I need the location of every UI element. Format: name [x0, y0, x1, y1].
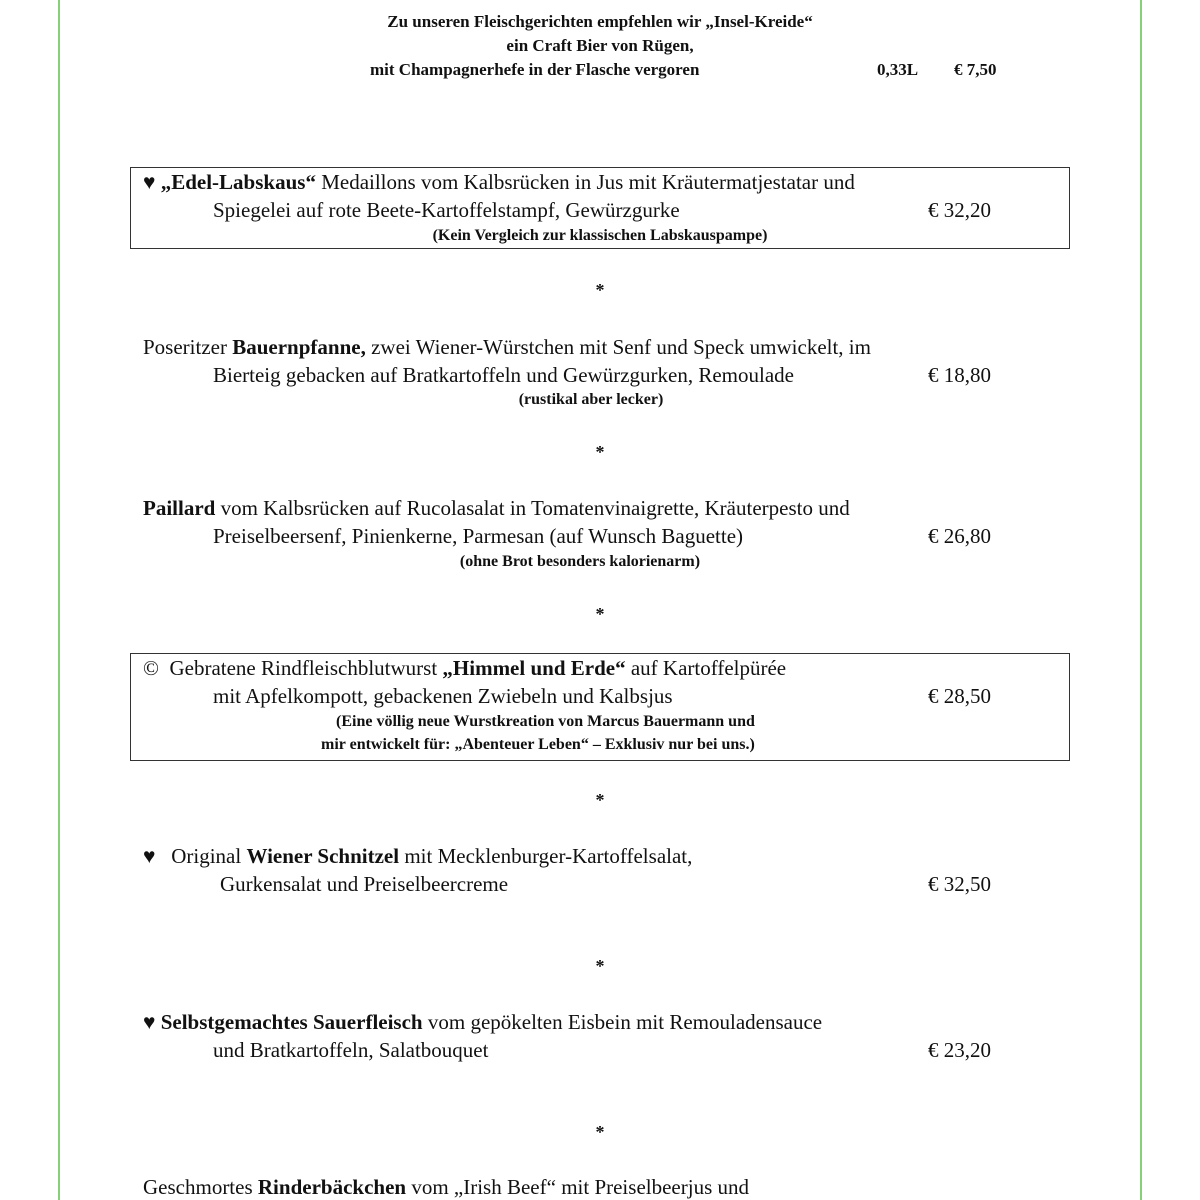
dish-rinderbaeckchen-pre: Geschmortes	[143, 1175, 258, 1199]
intro-line-3: mit Champagnerhefe in der Flasche vergoren	[370, 60, 700, 79]
dish-paillard-line-2: Preiselbeersenf, Pinienkerne, Parmesan (auf Wunsch Baguette)	[213, 524, 744, 548]
dish-paillard-desc: vom Kalbsrücken auf Rucolasalat in Tomatenvinaigrette, Kräuterpesto und	[215, 496, 850, 520]
separator-4: *	[595, 790, 605, 810]
heart-icon: ♥	[143, 170, 156, 194]
dish-labskaus-note: (Kein Vergleich zur klassischen Labskauspampe)	[432, 227, 768, 244]
separator-6: *	[595, 1122, 605, 1142]
separator-3: *	[595, 604, 605, 624]
dish-himmel-desc: auf Kartoffelpürée	[625, 656, 787, 680]
dish-himmel-note-2: mir entwickelt für: „Abenteuer Leben“ – Exklusiv nur bei uns.)	[321, 736, 755, 753]
dish-sauerfleisch-name: Selbstgemachtes Sauerfleisch	[160, 1010, 423, 1034]
dish-schnitzel-pre: Original	[171, 844, 247, 868]
dish-bauernpfanne-line-1	[143, 335, 871, 360]
intro-line-1: Zu unseren Fleischgerichten empfehlen wir „Insel-Kreide“	[387, 12, 813, 31]
dish-labskaus-desc: Medaillons vom Kalbsrücken in Jus mit Kräutermatjestatar und	[315, 170, 855, 194]
dish-rinderbaeckchen-desc: vom „Irish Beef“ mit Preiselbeerjus und	[406, 1175, 749, 1199]
dish-rinderbaeckchen-line-1	[143, 1175, 749, 1200]
dish-sauerfleisch-desc: vom gepökelten Eisbein mit Remouladensauce	[422, 1010, 823, 1034]
dish-labskaus-line-1	[143, 170, 855, 195]
dish-schnitzel-line-1	[143, 844, 692, 869]
dish-himmel-line-1	[143, 656, 786, 681]
dish-bauernpfanne-note: (rustikal aber lecker)	[518, 391, 664, 408]
dish-paillard-line-1	[143, 496, 850, 521]
dish-himmel-pre: Gebratene Rindfleischblutwurst	[169, 656, 443, 680]
dish-bauernpfanne-desc: zwei Wiener-Würstchen mit Senf und Speck umwickelt, im	[365, 335, 871, 359]
dish-himmel-note-1: (Eine völlig neue Wurstkreation von Marcus Bauermann und	[336, 713, 755, 730]
dish-labskaus-line-2: Spiegelei auf rote Beete-Kartoffelstampf, Gewürzgurke	[213, 198, 680, 222]
dish-paillard-name: Paillard	[143, 496, 216, 520]
dish-schnitzel-name: Wiener Schnitzel	[246, 844, 400, 868]
dish-bauernpfanne-line-2: Bierteig gebacken auf Bratkartoffeln und Gewürzgurken, Remoulade	[213, 363, 794, 387]
dish-labskaus-name: „Edel-Labskaus“	[160, 170, 316, 194]
dish-sauerfleisch-price: € 23,20	[928, 1038, 991, 1062]
separator-2: *	[595, 442, 605, 462]
dish-himmel-name: „Himmel und Erde“	[442, 656, 626, 680]
dish-paillard-note: (ohne Brot besonders kalorienarm)	[459, 553, 701, 570]
dish-bauernpfanne-name: Bauernpfanne,	[232, 335, 366, 359]
dish-schnitzel-line-2: Gurkensalat und Preiselbeercreme	[220, 872, 509, 896]
dish-paillard-price: € 26,80	[928, 524, 991, 548]
beer-volume: 0,33L	[877, 60, 919, 79]
dish-schnitzel-desc: mit Mecklenburger-Kartoffelsalat,	[399, 844, 693, 868]
dish-himmel-line-2: mit Apfelkompott, gebackenen Zwiebeln und Kalbsjus	[213, 684, 673, 708]
dish-schnitzel-price: € 32,50	[928, 872, 991, 896]
page-border-right	[1140, 0, 1142, 1200]
separator-1: *	[595, 280, 605, 300]
dish-himmel-price: € 28,50	[928, 684, 991, 708]
copyright-icon: ©	[143, 656, 159, 680]
heart-icon: ♥	[143, 1010, 156, 1034]
dish-bauernpfanne-pre: Poseritzer	[143, 335, 233, 359]
dish-rinderbaeckchen-name: Rinderbäckchen	[257, 1175, 407, 1199]
dish-bauernpfanne-price: € 18,80	[928, 363, 991, 387]
separator-5: *	[595, 956, 605, 976]
dish-sauerfleisch-line-1	[143, 1010, 822, 1035]
dish-sauerfleisch-line-2: und Bratkartoffeln, Salatbouquet	[213, 1038, 489, 1062]
dish-labskaus-price: € 32,20	[928, 198, 991, 222]
beer-price: € 7,50	[954, 60, 997, 79]
page-border-left	[58, 0, 60, 1200]
heart-icon: ♥	[143, 844, 156, 868]
intro-line-2: ein Craft Bier von Rügen,	[506, 36, 694, 55]
